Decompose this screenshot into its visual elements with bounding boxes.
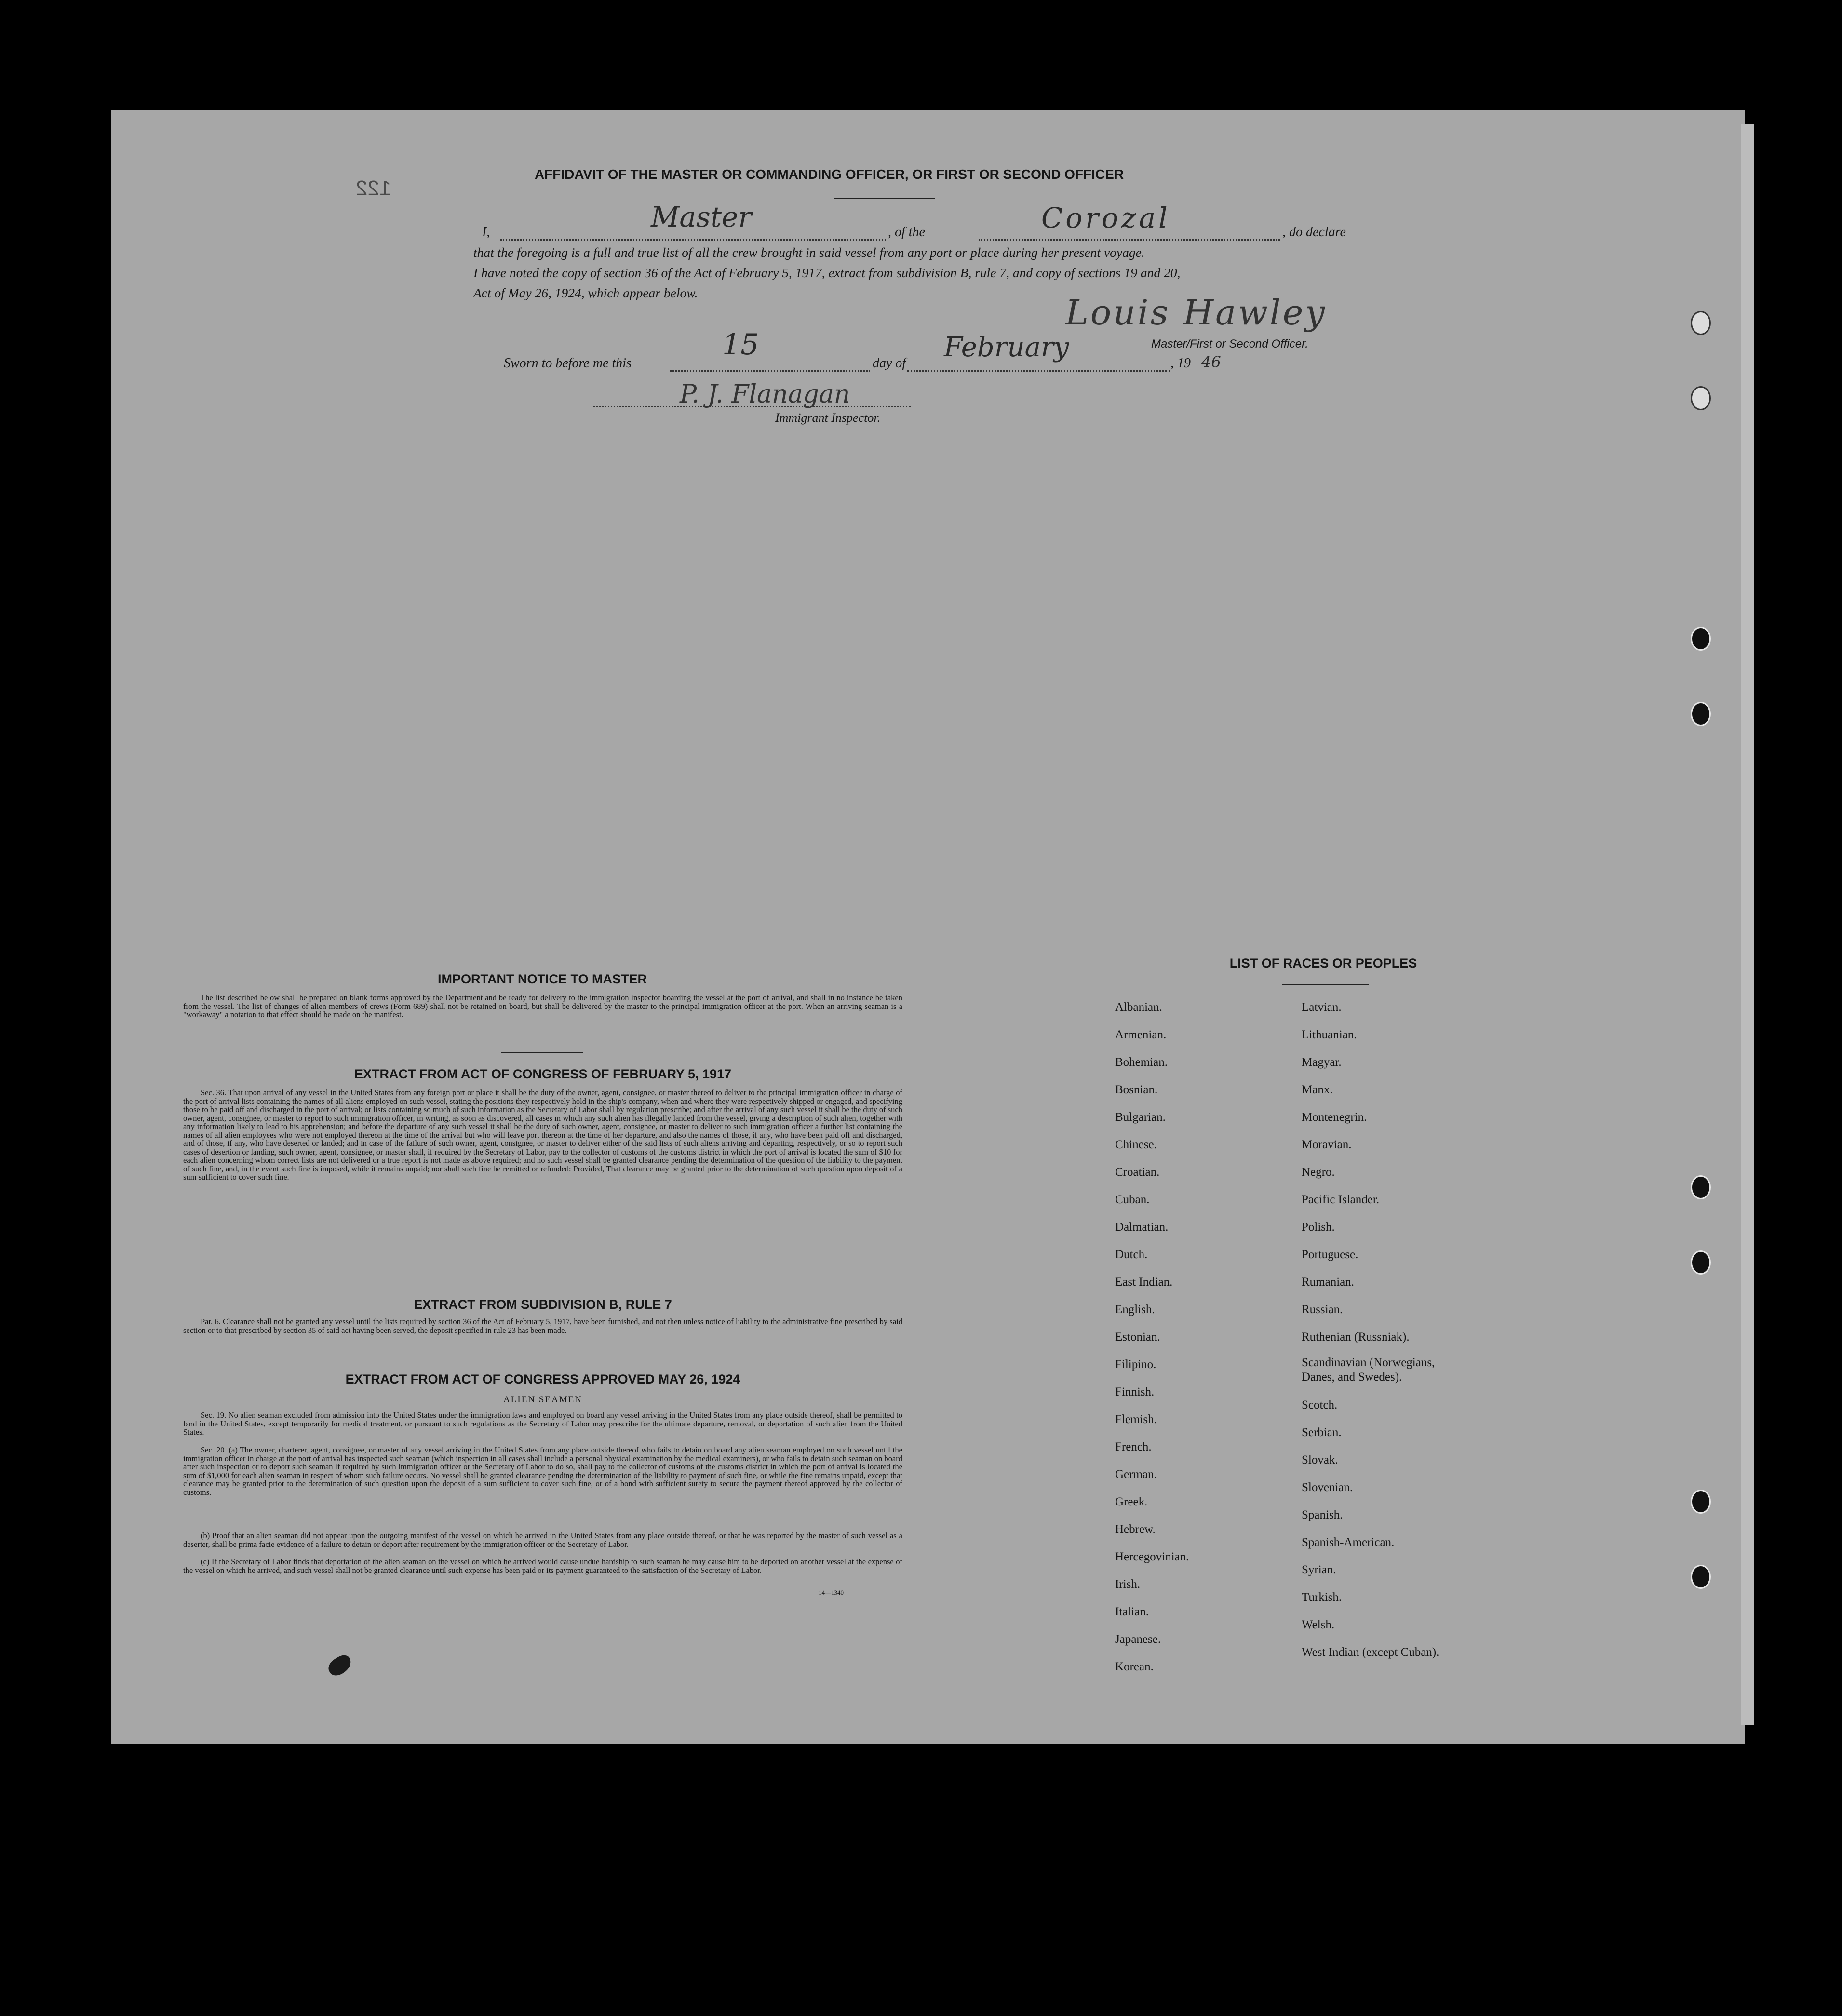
inspector-caption: Immigrant Inspector.: [775, 411, 881, 425]
affidavit-line1-suffix: , do declare: [1282, 225, 1346, 240]
notice-title: IMPORTANT NOTICE TO MASTER: [438, 972, 647, 986]
race-item: Scandinavian (Norwegians, Danes, and Swedes).: [1302, 1356, 1435, 1384]
race-item: Magyar.: [1302, 1056, 1342, 1069]
races-title: LIST OF RACES OR PEOPLES: [1229, 956, 1417, 970]
extract-1924-sec20a: Sec. 20. (a) The owner, charterer, agent, consignee, or master of any vessel arriving in the United States from any place outside thereof who fails to detain on board any alien seaman employed on such vessel until the immigration officer in charge at the port of arrival has inspected such seaman (which inspection in all cases shall include a personal physical examination by the medical examiners), or who fails to detain such seaman on board after such inspection or to deport such seaman if required by such immigration officer or the Secretary of Labor to do so, shall pay to the collector of customs of the customs district in which the port of arrival is located the sum of $1,000 for each alien seaman in respect of whom such failure occurs. No vessel shall be granted clearance pending the determination of the liability to payment of such fine, or while the fine remains unpaid, except that clearance may be granted prior to the determination of such question upon the deposit of a sum sufficient to cover such fine, or of a bond with sufficient surety to secure the payment thereof approved by the collector of customs.: [183, 1445, 902, 1497]
sworn-month-handwritten: February: [944, 332, 1069, 363]
race-item: Finnish.: [1115, 1385, 1155, 1398]
extract-1924-sec20c: (c) If the Secretary of Labor finds that deportation of the alien seaman on the vessel on which he arrived would cause undue hardship to such seaman he may cause him to be deported on another vessel at the expense of the vessel on which he arrived, and such vessel shall not be granted clearance until such expense has been paid or its payment guaranteed to the satisfaction of the Secretary of Labor.: [183, 1557, 902, 1575]
race-item: Filipino.: [1115, 1358, 1156, 1371]
race-item: Cuban.: [1115, 1193, 1150, 1206]
race-item: Slovak.: [1302, 1453, 1338, 1466]
race-item: Latvian.: [1302, 1001, 1342, 1014]
binder-hole: [1691, 1565, 1711, 1589]
binder-hole: [1691, 627, 1711, 651]
rule7-title: EXTRACT FROM SUBDIVISION B, RULE 7: [414, 1297, 672, 1312]
race-item: Flemish.: [1115, 1413, 1157, 1426]
extract-1917-title: EXTRACT FROM ACT OF CONGRESS OF FEBRUARY 5, 1917: [354, 1067, 732, 1081]
document-page: [111, 110, 1745, 1744]
race-item: Italian.: [1115, 1605, 1149, 1618]
race-item: Croatian.: [1115, 1166, 1160, 1179]
races-rule: [1282, 984, 1369, 985]
form-code: 14—1340: [819, 1589, 844, 1596]
race-item: Russian.: [1302, 1303, 1343, 1316]
affidavit-line3: I have noted the copy of section 36 of the Act of February 5, 1917, extract from subdivision B, rule 7, and copy of sections 19 and 20,: [473, 265, 1181, 280]
affidavit-line1-mid: , of the: [888, 225, 925, 240]
race-item: English.: [1115, 1303, 1155, 1316]
affidavit-line2: that the foregoing is a full and true list of all the crew brought in said vessel from any port or place during her present voyage.: [473, 245, 1145, 260]
race-item: Welsh.: [1302, 1618, 1335, 1631]
notice-rule: [501, 1052, 583, 1053]
race-item: Serbian.: [1302, 1426, 1342, 1439]
notice-text: The list described below shall be prepared on blank forms approved by the Department and be ready for delivery to the immigration inspector boarding the vessel at the port of arrival, and shall in no instance be taken from the vessel. The list of changes of alien members of crews (Form 689) shall not be retained on board, but shall be delivered by the master to the principal immigration officer at the port. When an arriving seaman is a "workaway" a notation to that effect should be made on the manifest.: [183, 993, 902, 1019]
page-number: 122: [356, 176, 391, 200]
affidavit-title-rule: [834, 198, 935, 199]
race-item: Estonian.: [1115, 1331, 1160, 1344]
races-right-column: [1302, 994, 1552, 1666]
inspector-signature-field: [593, 406, 911, 407]
race-item: Hercegovinian.: [1115, 1550, 1189, 1563]
sworn-month-field: [907, 370, 1170, 372]
affidavit-line1-prefix: I,: [482, 225, 490, 240]
race-item: Albanian.: [1115, 1001, 1162, 1014]
master-signature-caption: Master/First or Second Officer.: [1151, 337, 1308, 350]
race-item: Bosnian.: [1115, 1083, 1158, 1096]
vessel-name-field: [979, 239, 1280, 241]
race-item: Montenegrin.: [1302, 1111, 1367, 1124]
vessel-name-handwritten: Corozal: [1041, 202, 1170, 234]
binder-hole: [1691, 1250, 1711, 1275]
race-item: Slovenian.: [1302, 1481, 1353, 1494]
races-left-column: [1115, 994, 1298, 1680]
race-item: Chinese.: [1115, 1138, 1157, 1151]
race-item: Spanish.: [1302, 1508, 1343, 1521]
race-item: Hebrew.: [1115, 1523, 1156, 1536]
affidavit-line4: Act of May 26, 1924, which appear below.: [473, 285, 698, 300]
race-item: Syrian.: [1302, 1563, 1336, 1576]
sworn-year-handwritten: 46: [1201, 353, 1221, 371]
race-item: Lithuanian.: [1302, 1028, 1357, 1041]
binder-hole: [1691, 311, 1711, 335]
race-item: Turkish.: [1302, 1591, 1342, 1604]
race-item: Polish.: [1302, 1221, 1335, 1234]
race-item: Moravian.: [1302, 1138, 1352, 1151]
race-item: Portuguese.: [1302, 1248, 1358, 1261]
race-item: German.: [1115, 1468, 1157, 1481]
rule7-text: Par. 6. Clearance shall not be granted any vessel until the lists required by section 36 of the Act of February 5, 1917, have been furnished, and not then unless notice of liability to the administrative fine prescribed by said section or to that prescribed by section 35 of said act having been served, the deposit specified in rule 23 has been made.: [183, 1317, 902, 1335]
extract-1917-text: Sec. 36. That upon arrival of any vessel in the United States from any foreign port or place it shall be the duty of the owner, agent, consignee, or master thereof to deliver to the principal immigration officer in charge of the port of arrival lists containing the names of all aliens employed on such vessel, stating the positions they respectively hold in the ship's company, when and where they were respectively shipped or engaged, and specifying those to be paid off and discharged in the port of arrival; or lists containing so much of such information as the Secretary of Labor shall by regulation prescribe; and after the arrival of any such vessel it shall be the duty of such owner, agent, consignee, or master to report to such immigration officer, in writing, as soon as discovered, all cases in which any such alien has illegally landed from the vessel, giving a description of such alien, together with any information likely to lead to his apprehension; and before the departure of any such vessel it shall be the duty of such owner, agent, consignee, or master to deliver to such immigration officer a further list containing the names of all alien employees who were not employed thereon at the time of the arrival but who will leave port thereon at the time of her departure, and also the names of those, if any, who have been paid off and discharged, and of those, if any, who have deserted or landed; and in case of the failure of such owner, agent, consignee, or master to deliver either of the said lists of such aliens arriving and departing, respectively, or so to report such cases of desertion or landing, such owner, agent, consignee, or master shall, if required by the Secretary of Labor, pay to the collector of customs of the customs district in which the port of arrival is located the sum of $10 for each alien concerning whom correct lists are not delivered or a true report is not made as above required; and no such vessel shall be granted clearance pending the determination of the question of the liability to the payment of such fine, and, in the event such fine is imposed, while it remains unpaid; nor shall such fine be remitted or refunded: Provided, That clearance may be granted prior to the determination of such question upon deposit of a sum sufficient to cover such fine.: [183, 1088, 902, 1182]
race-item: Greek.: [1115, 1495, 1148, 1508]
master-signature: Louis Hawley: [1065, 292, 1327, 333]
binder-hole: [1691, 702, 1711, 726]
race-item: Dalmatian.: [1115, 1221, 1169, 1234]
race-item: Rumanian.: [1302, 1276, 1355, 1289]
race-item: Pacific Islander.: [1302, 1193, 1380, 1206]
race-item: West Indian (except Cuban).: [1302, 1646, 1439, 1659]
extract-1924-sec20b: (b) Proof that an alien seaman did not appear upon the outgoing manifest of the vessel on which he arrived in the United States from any place outside thereof, or that he was reported by the master of such vessel as a deserter, shall be prima facie evidence of a failure to detain or deport after requirement by the immigration officer or the Secretary of Labor.: [183, 1531, 902, 1549]
race-item: French.: [1115, 1440, 1152, 1453]
inspector-signature: P. J. Flanagan: [680, 380, 850, 409]
race-item: Irish.: [1115, 1578, 1141, 1591]
extract-1924-title: EXTRACT FROM ACT OF CONGRESS APPROVED MAY 26, 1924: [345, 1372, 740, 1386]
race-item: Negro.: [1302, 1166, 1335, 1179]
race-item: Scotch.: [1302, 1398, 1338, 1411]
race-item: East Indian.: [1115, 1276, 1173, 1289]
race-item: Dutch.: [1115, 1248, 1148, 1261]
ink-blot: [325, 1653, 354, 1679]
sworn-prefix: Sworn to before me this: [504, 356, 632, 371]
master-name-field: [500, 239, 886, 241]
race-item: Spanish-American.: [1302, 1536, 1395, 1549]
race-item: Bulgarian.: [1115, 1111, 1166, 1124]
race-item: Korean.: [1115, 1660, 1154, 1673]
sworn-day-of: day of: [873, 356, 906, 371]
page-edge: [1741, 124, 1754, 1725]
sworn-year-prefix: , 19: [1170, 356, 1191, 371]
sworn-day-handwritten: 15: [722, 328, 759, 362]
extract-1924-sec19: Sec. 19. No alien seaman excluded from admission into the United States under the immigration laws and employed on board any vessel arriving in the United States from any place outside thereof, shall be permitted to land in the United States, except temporarily for medical treatment, or pursuant to such regulations as the Secretary of Labor may prescribe for the ultimate departure, removal, or deportation of such alien from the United States.: [183, 1411, 902, 1437]
race-item: Armenian.: [1115, 1028, 1167, 1041]
race-item: Japanese.: [1115, 1633, 1161, 1646]
sworn-day-field: [670, 370, 870, 372]
race-item: Manx.: [1302, 1083, 1333, 1096]
affidavit-title: AFFIDAVIT OF THE MASTER OR COMMANDING OFFICER, OR FIRST OR SECOND OFFICER: [534, 167, 1124, 182]
master-name-handwritten: Master: [651, 201, 752, 233]
binder-hole: [1691, 1490, 1711, 1514]
race-item: Ruthenian (Russniak).: [1302, 1331, 1410, 1344]
extract-1924-subtitle: ALIEN SEAMEN: [503, 1395, 582, 1405]
binder-hole: [1691, 1175, 1711, 1199]
binder-hole: [1691, 386, 1711, 410]
race-item: Bohemian.: [1115, 1056, 1168, 1069]
